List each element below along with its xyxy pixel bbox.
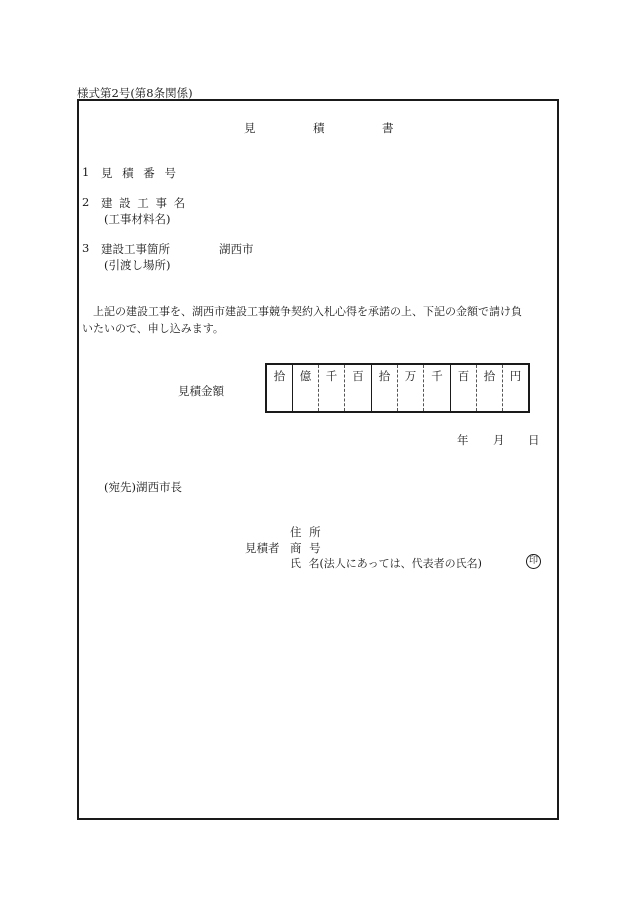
amount-cell: 千 xyxy=(424,365,451,411)
estimator-label: 見積者 xyxy=(245,541,280,555)
delivery-place-label: (引渡し場所) xyxy=(104,258,171,272)
amount-table xyxy=(265,363,530,413)
amount-cell: 億 xyxy=(293,365,319,411)
title-char: 積 xyxy=(313,121,325,135)
date-year-label: 年 xyxy=(457,433,469,447)
address-label: 住 所 xyxy=(290,525,321,539)
date-day-label: 日 xyxy=(528,433,540,447)
statement-line-1: 上記の建設工事を、湖西市建設工事競争契約入札心得を承諾の上、下記の金額で請け負 xyxy=(93,305,522,318)
field-number: 3 xyxy=(82,241,90,255)
field-number: 1 xyxy=(82,165,90,179)
addressee: (宛先)湖西市長 xyxy=(104,480,182,494)
title-char: 書 xyxy=(382,121,394,135)
title-char: 見 xyxy=(244,121,256,135)
date-month-label: 月 xyxy=(493,433,505,447)
statement-line-2: いたいので、申し込みます。 xyxy=(82,322,224,335)
amount-label: 見積金額 xyxy=(178,384,224,398)
work-place-value: 湖西市 xyxy=(219,242,254,256)
amount-cell: 拾 xyxy=(267,365,293,411)
field-number: 2 xyxy=(82,195,90,209)
estimate-number-label: 見 積 番 号 xyxy=(101,166,176,180)
material-name-label: (工事材料名) xyxy=(104,212,171,226)
amount-cell: 拾 xyxy=(372,365,398,411)
amount-cell: 拾 xyxy=(477,365,503,411)
amount-cell: 百 xyxy=(345,365,372,411)
representative-name-label: 氏 名(法人にあっては、代表者の氏名) xyxy=(290,557,482,570)
amount-cell: 百 xyxy=(451,365,477,411)
trade-name-label: 商 号 xyxy=(290,541,321,555)
amount-cell: 千 xyxy=(319,365,345,411)
amount-cell: 万 xyxy=(398,365,424,411)
amount-cell: 円 xyxy=(509,369,522,383)
form-number: 様式第2号(第8条関係) xyxy=(77,86,193,100)
work-name-label: 建 設 工 事 名 xyxy=(101,196,186,210)
seal-mark: 印 xyxy=(526,554,541,569)
work-place-label: 建設工事箇所 xyxy=(101,242,170,256)
